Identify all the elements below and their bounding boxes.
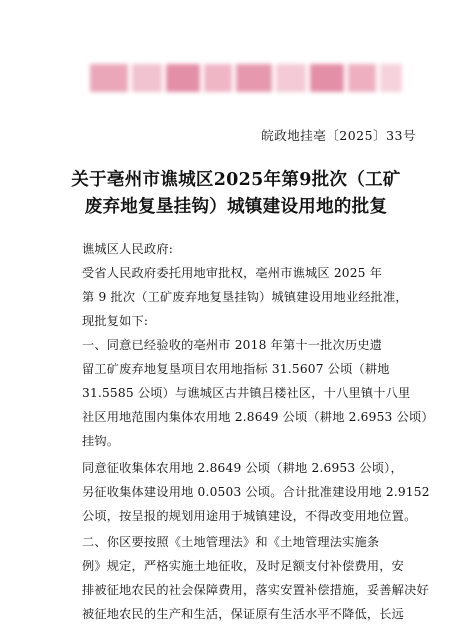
- redacted-block: [236, 64, 272, 92]
- body-line: 排被征地农民的社会保障费用，落实安置补偿措施，妥善解决好: [82, 583, 429, 597]
- redacted-letterhead: [90, 58, 402, 98]
- body-line: 社区用地范围内集体农用地 2.8649 公顷（耕地 2.6953 公顷）: [82, 410, 434, 424]
- body-line: 现批复如下:: [82, 314, 149, 328]
- body-line: 一、同意已经验收的亳州市 2018 年第十一批次历史遗: [82, 338, 383, 352]
- document-number: 皖政地挂亳〔2025〕33号: [261, 128, 416, 143]
- redacted-block: [380, 64, 402, 92]
- redacted-block: [310, 64, 344, 92]
- body-line: 受省人民政府委托用地审批权，亳州市谯城区 2025 年: [82, 266, 383, 280]
- body-line: 例》规定，严格实施土地征收，及时足额支付补偿费用，安: [82, 559, 405, 573]
- redacted-block: [166, 64, 200, 92]
- body-line: 另征收集体建设用地 0.0503 公顷。合计批准建设用地 2.9152: [82, 485, 430, 499]
- body-line: 第 9 批次（工矿废弃地复垦挂钩）城镇建设用地业经批准，: [82, 290, 408, 304]
- body-line: 同意征收集体农用地 2.8649 公顷（耕地 2.6953 公顷），: [82, 461, 403, 475]
- body-line: 留工矿废弃地复垦项目农用地指标 31.5607 公顷（耕地: [82, 362, 390, 376]
- body-line: 公顷，按呈报的规划用途用于城镇建设，不得改变用地位置。: [82, 509, 417, 523]
- redacted-block: [204, 64, 232, 92]
- document-title-line-2: 废弃地复垦挂钩）城镇建设用地的批复: [84, 197, 388, 217]
- redacted-block: [90, 64, 128, 92]
- body-line: 二、你区要按照《土地管理法》和《土地管理法实施条: [82, 535, 380, 549]
- body-line: 被征地农民的生产和生活，保证原有生活水平不降低，长远: [82, 607, 405, 621]
- body-line: 31.5585 公顷）与谯城区古井镇吕楼社区，十八里镇十八里: [82, 386, 411, 400]
- document-title-line-1: 关于亳州市谯城区2025年第9批次（工矿: [71, 170, 401, 190]
- redacted-block: [276, 64, 306, 92]
- redacted-block: [132, 64, 162, 92]
- redacted-block: [348, 64, 376, 92]
- salutation: 谯城区人民政府:: [82, 242, 174, 256]
- body-line: 挂钩。: [82, 434, 120, 448]
